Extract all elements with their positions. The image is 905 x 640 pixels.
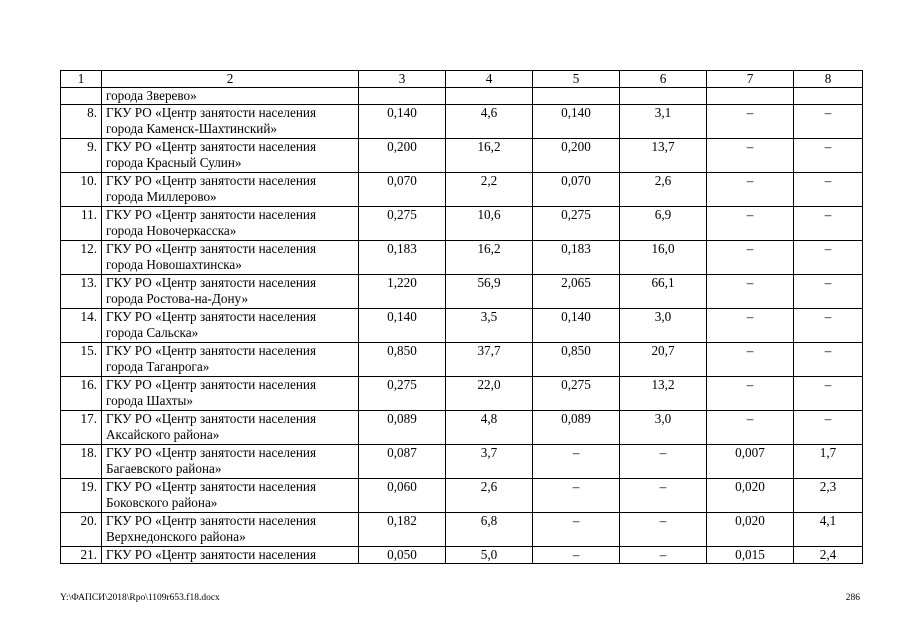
value-cell: – xyxy=(620,479,707,513)
value-cell: 16,2 xyxy=(446,139,533,173)
continuation-text: города Зверево» xyxy=(102,88,359,105)
value-cell: 0,087 xyxy=(359,445,446,479)
value-cell: 0,183 xyxy=(533,241,620,275)
value-cell: 0,275 xyxy=(533,207,620,241)
organization-name-line: ГКУ РО «Центр занятости населения xyxy=(106,241,317,256)
value-cell: 2,065 xyxy=(533,275,620,309)
organization-name-line: ГКУ РО «Центр занятости населения xyxy=(106,445,317,460)
organization-name-cell xyxy=(102,513,359,547)
organization-name-line: ГКУ РО «Центр занятости населения xyxy=(106,207,317,222)
value-cell: 0,850 xyxy=(359,343,446,377)
table-row xyxy=(61,309,863,343)
footer-file-path: Y:\ФАПСИ\2018\Rpo\1109r653.f18.docx xyxy=(60,593,220,603)
value-cell: – xyxy=(794,207,863,241)
organization-name-line: ГКУ РО «Центр занятости населения xyxy=(106,139,317,154)
value-cell: 37,7 xyxy=(446,343,533,377)
organization-name-cell xyxy=(102,479,359,513)
value-cell: 4,8 xyxy=(446,411,533,445)
value-cell: 0,015 xyxy=(707,547,794,564)
row-number-cell: 18. xyxy=(61,445,102,479)
value-cell: – xyxy=(707,173,794,207)
table-cell xyxy=(794,88,863,105)
row-number-cell: 14. xyxy=(61,309,102,343)
column-header: 3 xyxy=(359,71,446,88)
value-cell: 5,0 xyxy=(446,547,533,564)
value-cell: – xyxy=(794,411,863,445)
value-cell: 0,020 xyxy=(707,479,794,513)
row-number-cell: 21. xyxy=(61,547,102,564)
organization-name-cell xyxy=(102,105,359,139)
value-cell: 0,850 xyxy=(533,343,620,377)
organization-name-cell xyxy=(102,411,359,445)
value-cell: 0,183 xyxy=(359,241,446,275)
organization-name-line: города Каменск-Шахтинский» xyxy=(106,121,277,136)
organization-name-line: ГКУ РО «Центр занятости населения xyxy=(106,411,317,426)
organization-name-cell xyxy=(102,547,359,564)
value-cell: 2,6 xyxy=(446,479,533,513)
organization-name-line: города Миллерово» xyxy=(106,189,217,204)
value-cell: – xyxy=(707,411,794,445)
column-header: 6 xyxy=(620,71,707,88)
value-cell: 2,3 xyxy=(794,479,863,513)
table-row xyxy=(61,173,863,207)
column-header: 8 xyxy=(794,71,863,88)
table-cell xyxy=(620,88,707,105)
table-row xyxy=(61,105,863,139)
organization-name-line: ГКУ РО «Центр занятости населения xyxy=(106,173,317,188)
value-cell: 13,2 xyxy=(620,377,707,411)
value-cell: 0,140 xyxy=(359,105,446,139)
row-number-cell: 13. xyxy=(61,275,102,309)
table-row xyxy=(61,241,863,275)
value-cell: 0,182 xyxy=(359,513,446,547)
data-table xyxy=(60,70,863,564)
column-header: 7 xyxy=(707,71,794,88)
row-number-cell: 20. xyxy=(61,513,102,547)
value-cell: – xyxy=(533,479,620,513)
value-cell: – xyxy=(707,139,794,173)
row-number-cell: 19. xyxy=(61,479,102,513)
row-number-cell: 9. xyxy=(61,139,102,173)
value-cell: 0,140 xyxy=(533,309,620,343)
value-cell: 10,6 xyxy=(446,207,533,241)
organization-name-line: ГКУ РО «Центр занятости населения xyxy=(106,513,317,528)
table-cell xyxy=(446,88,533,105)
organization-name-line: ГКУ РО «Центр занятости населения xyxy=(106,547,317,562)
table-cell xyxy=(533,88,620,105)
value-cell: 4,1 xyxy=(794,513,863,547)
organization-name-cell xyxy=(102,275,359,309)
value-cell: 6,8 xyxy=(446,513,533,547)
table-row xyxy=(61,139,863,173)
value-cell: – xyxy=(533,445,620,479)
value-cell: 3,0 xyxy=(620,309,707,343)
value-cell: 16,2 xyxy=(446,241,533,275)
organization-name-cell xyxy=(102,139,359,173)
value-cell: 0,089 xyxy=(533,411,620,445)
column-header: 1 xyxy=(61,71,102,88)
organization-name-line: города Шахты» xyxy=(106,393,193,408)
row-number-cell: 15. xyxy=(61,343,102,377)
value-cell: – xyxy=(620,445,707,479)
value-cell: 16,0 xyxy=(620,241,707,275)
value-cell: 0,007 xyxy=(707,445,794,479)
row-number-cell: 16. xyxy=(61,377,102,411)
organization-name-line: города Красный Сулин» xyxy=(106,155,242,170)
organization-name-line: города Таганрога» xyxy=(106,359,210,374)
value-cell: – xyxy=(794,275,863,309)
value-cell: 0,070 xyxy=(359,173,446,207)
value-cell: 1,220 xyxy=(359,275,446,309)
value-cell: – xyxy=(533,547,620,564)
organization-name-line: ГКУ РО «Центр занятости населения xyxy=(106,377,317,392)
organization-name-line: Аксайского района» xyxy=(106,427,220,442)
value-cell: – xyxy=(707,207,794,241)
value-cell: – xyxy=(794,105,863,139)
value-cell: – xyxy=(707,377,794,411)
value-cell: 4,6 xyxy=(446,105,533,139)
value-cell: 0,275 xyxy=(533,377,620,411)
value-cell: 3,5 xyxy=(446,309,533,343)
organization-name-line: Багаевского района» xyxy=(106,461,222,476)
value-cell: – xyxy=(707,105,794,139)
value-cell: – xyxy=(794,309,863,343)
value-cell: 0,140 xyxy=(533,105,620,139)
value-cell: 2,6 xyxy=(620,173,707,207)
value-cell: 56,9 xyxy=(446,275,533,309)
value-cell: 66,1 xyxy=(620,275,707,309)
value-cell: 0,275 xyxy=(359,207,446,241)
table-row xyxy=(61,207,863,241)
organization-name-line: города Сальска» xyxy=(106,325,199,340)
organization-name-line: ГКУ РО «Центр занятости населения xyxy=(106,309,317,324)
table-row xyxy=(61,343,863,377)
value-cell: – xyxy=(794,377,863,411)
row-number-cell: 10. xyxy=(61,173,102,207)
organization-name-line: ГКУ РО «Центр занятости населения xyxy=(106,105,317,120)
value-cell: – xyxy=(533,513,620,547)
table-header-row xyxy=(61,71,863,88)
value-cell: 3,0 xyxy=(620,411,707,445)
page-number: 286 xyxy=(845,593,860,603)
table-row xyxy=(61,513,863,547)
value-cell: 0,060 xyxy=(359,479,446,513)
value-cell: 0,050 xyxy=(359,547,446,564)
organization-name-line: города Новочеркасска» xyxy=(106,223,237,238)
value-cell: 2,2 xyxy=(446,173,533,207)
value-cell: 6,9 xyxy=(620,207,707,241)
column-header: 4 xyxy=(446,71,533,88)
column-header: 2 xyxy=(102,71,359,88)
value-cell: 0,070 xyxy=(533,173,620,207)
organization-name-cell xyxy=(102,207,359,241)
column-header: 5 xyxy=(533,71,620,88)
row-number-cell: 8. xyxy=(61,105,102,139)
value-cell: – xyxy=(794,139,863,173)
value-cell: 3,1 xyxy=(620,105,707,139)
table-row xyxy=(61,377,863,411)
value-cell: 2,4 xyxy=(794,547,863,564)
table-row xyxy=(61,479,863,513)
organization-name-cell xyxy=(102,173,359,207)
organization-name-line: города Новошахтинска» xyxy=(106,257,242,272)
organization-name-cell xyxy=(102,343,359,377)
value-cell: – xyxy=(794,241,863,275)
organization-name-line: Верхнедонского района» xyxy=(106,529,246,544)
table-cell xyxy=(359,88,446,105)
table-row xyxy=(61,547,863,564)
value-cell: – xyxy=(620,513,707,547)
table-row xyxy=(61,275,863,309)
organization-name-line: ГКУ РО «Центр занятости населения xyxy=(106,275,317,290)
organization-name-line: ГКУ РО «Центр занятости населения xyxy=(106,479,317,494)
value-cell: – xyxy=(794,173,863,207)
continuation-row xyxy=(61,88,863,105)
value-cell: – xyxy=(794,343,863,377)
value-cell: 13,7 xyxy=(620,139,707,173)
value-cell: 0,275 xyxy=(359,377,446,411)
organization-name-line: Боковского района» xyxy=(106,495,218,510)
value-cell: 0,200 xyxy=(533,139,620,173)
table-cell xyxy=(707,88,794,105)
value-cell: 22,0 xyxy=(446,377,533,411)
value-cell: 0,200 xyxy=(359,139,446,173)
organization-name-cell xyxy=(102,445,359,479)
value-cell: – xyxy=(707,241,794,275)
table-row xyxy=(61,411,863,445)
value-cell: 20,7 xyxy=(620,343,707,377)
value-cell: – xyxy=(620,547,707,564)
value-cell: 0,089 xyxy=(359,411,446,445)
organization-name-cell xyxy=(102,309,359,343)
row-number-cell: 17. xyxy=(61,411,102,445)
value-cell: – xyxy=(707,309,794,343)
row-number-cell: 12. xyxy=(61,241,102,275)
value-cell: 3,7 xyxy=(446,445,533,479)
row-number-cell xyxy=(61,88,102,105)
row-number-cell: 11. xyxy=(61,207,102,241)
value-cell: – xyxy=(707,275,794,309)
value-cell: – xyxy=(707,343,794,377)
organization-name-cell xyxy=(102,377,359,411)
organization-name-line: города Ростова-на-Дону» xyxy=(106,291,249,306)
value-cell: 1,7 xyxy=(794,445,863,479)
organization-name-line: ГКУ РО «Центр занятости населения xyxy=(106,343,317,358)
value-cell: 0,140 xyxy=(359,309,446,343)
value-cell: 0,020 xyxy=(707,513,794,547)
organization-name-cell xyxy=(102,241,359,275)
table-row xyxy=(61,445,863,479)
